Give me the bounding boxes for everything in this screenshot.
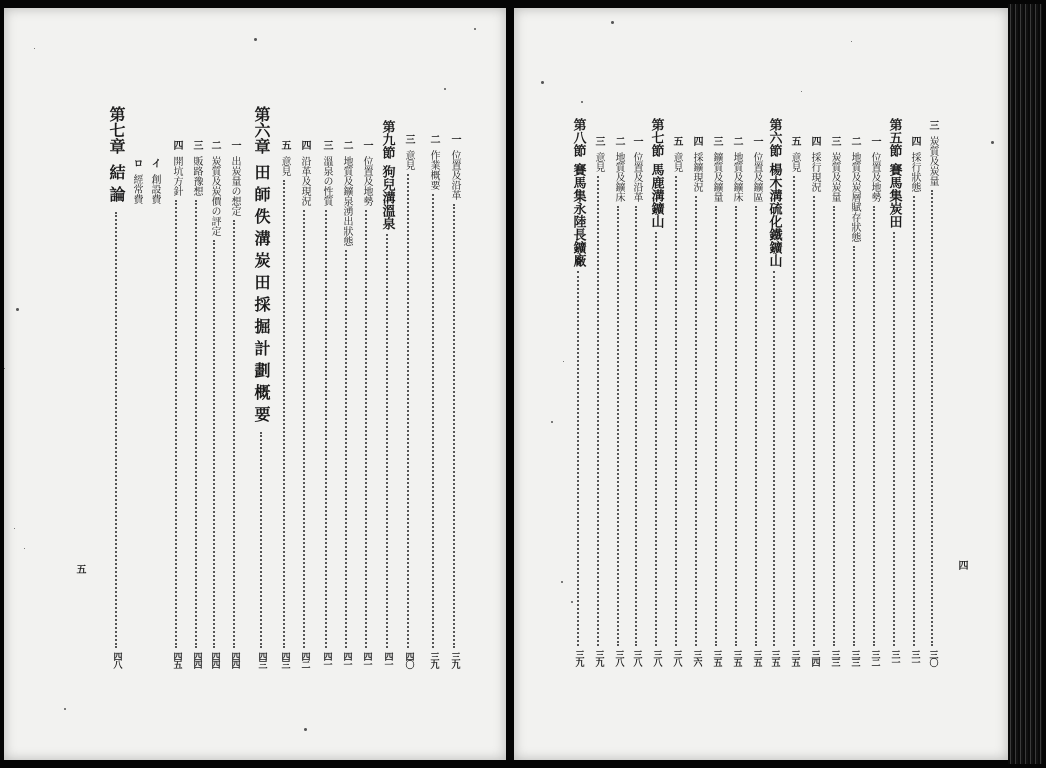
- toc-entry-title: 作業概要: [428, 150, 439, 190]
- toc-entry: [399, 134, 417, 668]
- toc-entry-page: 三〇: [927, 650, 938, 666]
- toc-entry-number: 五: [671, 136, 682, 146]
- toc-entry-title: 炭質及炭價の評定: [209, 156, 220, 236]
- toc-entry-title: 賽馬集永陸長鑛廠: [570, 163, 586, 267]
- toc-entry-page: 四一: [321, 652, 332, 668]
- right-page-folio: 四: [956, 560, 967, 570]
- leader-dots: [833, 206, 835, 646]
- toc-entry-title: 意見: [403, 150, 414, 170]
- scan-speck: [444, 88, 446, 90]
- scan-speck: [304, 728, 307, 731]
- toc-entry: [667, 136, 685, 666]
- scan-speck: [254, 38, 257, 41]
- toc-entry-page: 三九: [573, 650, 584, 666]
- toc-entry: [127, 158, 145, 244]
- toc-entry-page: 三九: [593, 650, 604, 666]
- toc-entry: [905, 136, 923, 666]
- leader-dots: [195, 200, 197, 648]
- scan-speck: [851, 41, 852, 42]
- toc-entry-number: 一: [361, 140, 372, 150]
- toc-entry: [589, 136, 607, 666]
- scan-speck: [611, 21, 614, 24]
- toc-entry: [378, 120, 396, 668]
- leader-dots: [386, 234, 388, 648]
- toc-entry-title: 經常費: [131, 174, 142, 204]
- toc-entry-title: 採行狀態: [909, 152, 920, 192]
- toc-entry: [609, 136, 627, 666]
- leader-dots: [913, 196, 915, 646]
- toc-entry-page: 三五: [751, 650, 762, 666]
- scan-speck: [991, 141, 994, 144]
- toc-entry-page: 三八: [631, 650, 642, 666]
- toc-entry: [627, 136, 645, 666]
- toc-entry-number: 第九節: [379, 120, 395, 159]
- toc-entry-number: 一: [631, 136, 642, 146]
- leader-dots: [432, 194, 434, 648]
- toc-entry-number: 五: [789, 136, 800, 146]
- toc-entry-title: 位置及沿革: [449, 150, 460, 200]
- scan-speck: [16, 308, 19, 311]
- toc-entry: [825, 136, 843, 666]
- toc-entry-page: 三三: [849, 650, 860, 666]
- leader-dots: [325, 210, 327, 648]
- toc-entry-title: 位置及地勢: [361, 156, 372, 206]
- toc-entry: [317, 140, 335, 668]
- toc-entry-title: 地質及炭層賦存狀態: [849, 152, 860, 242]
- toc-entry-title: 意見: [789, 152, 800, 172]
- toc-entry-number: 二: [428, 134, 439, 144]
- toc-entry: [337, 140, 355, 668]
- toc-entry-number: 第七節: [648, 118, 664, 157]
- toc-entry-page: 三五: [711, 650, 722, 666]
- toc-entry-title: 賽馬集炭田: [886, 163, 902, 228]
- toc-entry-page: 三五: [789, 650, 800, 666]
- scan-speck: [64, 708, 66, 710]
- toc-entry-number: 四: [691, 136, 702, 146]
- toc-entry-page: 三一: [909, 650, 920, 666]
- leader-dots: [755, 206, 757, 646]
- toc-entry-number: 二: [613, 136, 624, 146]
- toc-entry-page: 三一: [889, 650, 900, 666]
- toc-entry-title: 位置及鑛區: [751, 152, 762, 202]
- toc-entry-page: 三二: [869, 650, 880, 666]
- leader-dots: [793, 176, 795, 646]
- toc-entry: [923, 120, 941, 666]
- leader-dots: [617, 206, 619, 646]
- toc-entry-title: 炭質及炭量: [829, 152, 840, 202]
- toc-entry-title: 馬鹿溝鑛山: [648, 163, 664, 228]
- leader-dots: [577, 271, 579, 646]
- toc-entry-page: 四四: [229, 652, 240, 668]
- toc-entry-title: 沿革及現況: [299, 156, 310, 206]
- toc-entry-page: 三八: [613, 650, 624, 666]
- toc-entry-page: 四一: [361, 652, 372, 668]
- leader-dots: [175, 200, 177, 648]
- toc-entry-number: 三: [927, 120, 938, 130]
- toc-entry-title: 溫泉の性質: [321, 156, 332, 206]
- leader-dots: [407, 174, 409, 648]
- scan-speck: [4, 368, 5, 369]
- toc-entry: [252, 106, 270, 668]
- toc-entry-number: イ: [149, 158, 160, 168]
- toc-entry-number: 四: [809, 136, 820, 146]
- toc-entry-number: 三: [321, 140, 332, 150]
- toc-entry-title: 地質及鑛泉湧出狀態: [341, 156, 352, 246]
- toc-entry: [687, 136, 705, 666]
- toc-entry-title: 意見: [671, 152, 682, 172]
- toc-entry-page: 四三: [256, 652, 267, 668]
- toc-entry-page: 四八: [111, 652, 122, 668]
- toc-entry-number: 四: [171, 140, 182, 150]
- scan-speck: [571, 601, 573, 603]
- leader-dots: [213, 240, 215, 648]
- toc-entry-number: 三: [403, 134, 414, 144]
- toc-entry-number: 第六節: [766, 118, 782, 157]
- toc-entry-page: 三九: [449, 652, 460, 668]
- toc-entry-title: 出炭量の想定: [229, 156, 240, 216]
- toc-entry-page: 三五: [731, 650, 742, 666]
- scan-speck: [34, 48, 35, 49]
- toc-entry: [747, 136, 765, 666]
- toc-entry: [295, 140, 313, 668]
- toc-entry-title: 創設費: [149, 174, 160, 204]
- toc-entry: [167, 140, 185, 668]
- toc-entry-title: 地質及鑛床: [613, 152, 624, 202]
- toc-entry-number: 二: [849, 136, 860, 146]
- leader-dots: [303, 210, 305, 648]
- leader-dots: [893, 232, 895, 646]
- left-page: [4, 8, 506, 760]
- toc-entry-number: 第六章: [252, 106, 271, 154]
- leader-dots: [345, 250, 347, 648]
- toc-entry-number: 第七章: [107, 106, 126, 154]
- toc-entry-page: 三六: [691, 650, 702, 666]
- toc-entry: [445, 134, 463, 668]
- toc-entry-number: 二: [209, 140, 220, 150]
- toc-entry: [357, 140, 375, 668]
- leader-dots: [715, 206, 717, 646]
- toc-entry: [805, 136, 823, 666]
- toc-entry: [187, 140, 205, 668]
- left-page-folio: 五: [74, 564, 85, 574]
- toc-entry: [785, 136, 803, 666]
- leader-dots: [115, 212, 117, 648]
- toc-entry-page: 四四: [191, 652, 202, 668]
- toc-entry-number: 一: [229, 140, 240, 150]
- toc-entry-page: 四一: [341, 652, 352, 668]
- leader-dots: [675, 176, 677, 646]
- leader-dots: [853, 246, 855, 646]
- toc-entry: [865, 136, 883, 666]
- toc-entry-title: 田師佚溝炭田採掘計劃概要: [252, 164, 271, 428]
- toc-entry-number: 一: [751, 136, 762, 146]
- leader-dots: [260, 432, 262, 648]
- toc-entry: [885, 118, 903, 666]
- scan-speck: [801, 91, 802, 92]
- toc-entry-page: 三四: [809, 650, 820, 666]
- toc-entry-number: 一: [869, 136, 880, 146]
- leader-dots: [873, 206, 875, 646]
- toc-entry: [845, 136, 863, 666]
- leader-dots: [597, 176, 599, 646]
- toc-entry-title: 鑛質及鑛量: [711, 152, 722, 202]
- toc-entry-number: 三: [593, 136, 604, 146]
- leader-dots: [453, 204, 455, 648]
- toc-entry: [569, 118, 587, 666]
- toc-entry-number: 第五節: [886, 118, 902, 157]
- toc-entry-page: 三八: [651, 650, 662, 666]
- toc-entry: [145, 158, 163, 244]
- toc-entry-number: 四: [909, 136, 920, 146]
- toc-entry: [707, 136, 725, 666]
- toc-entry-title: 楊木溝硫化鐵鑛山: [766, 163, 782, 267]
- toc-entry-number: 四: [299, 140, 310, 150]
- toc-entry-number: 二: [341, 140, 352, 150]
- toc-entry-title: 位置及沿革: [631, 152, 642, 202]
- leader-dots: [283, 180, 285, 648]
- scan-speck: [551, 421, 553, 423]
- toc-entry-page: 四四: [209, 652, 220, 668]
- toc-entry-title: 地質及鑛床: [731, 152, 742, 202]
- toc-entry-number: 三: [829, 136, 840, 146]
- toc-entry-title: 意見: [279, 156, 290, 176]
- right-page: [514, 8, 1008, 760]
- toc-entry-title: 採行現況: [809, 152, 820, 192]
- toc-entry-number: 五: [279, 140, 290, 150]
- toc-entry-page: 三九: [428, 652, 439, 668]
- toc-entry-title: 狗兒溝溫泉: [379, 165, 395, 230]
- toc-entry-title: 採鑛現況: [691, 152, 702, 192]
- toc-entry-page: 三五: [769, 650, 780, 666]
- toc-entry-page: 三三: [829, 650, 840, 666]
- leader-dots: [931, 190, 933, 646]
- toc-entry-title: 開坑方針: [171, 156, 182, 196]
- toc-entry-number: 第八節: [570, 118, 586, 157]
- toc-entry-number: 二: [731, 136, 742, 146]
- leader-dots: [233, 220, 235, 648]
- toc-entry-number: 一: [449, 134, 460, 144]
- toc-entry: [647, 118, 665, 666]
- scan-speck: [541, 81, 544, 84]
- leader-dots: [813, 196, 815, 646]
- leader-dots: [365, 210, 367, 648]
- scan-speck: [474, 28, 476, 30]
- book-edge: [1008, 4, 1042, 764]
- toc-entry-page: 四〇: [403, 652, 414, 668]
- leader-dots: [635, 206, 637, 646]
- leader-dots: [773, 271, 775, 646]
- toc-entry: [107, 106, 125, 668]
- scan-speck: [14, 528, 15, 529]
- toc-entry: [424, 134, 442, 668]
- toc-entry-page: 三八: [671, 650, 682, 666]
- leader-dots: [735, 206, 737, 646]
- toc-entry: [765, 118, 783, 666]
- toc-entry-page: 四二: [299, 652, 310, 668]
- scan-speck: [563, 361, 564, 362]
- toc-entry-title: 結論: [107, 164, 126, 208]
- toc-entry-page: 四五: [171, 652, 182, 668]
- toc-entry-page: 四一: [382, 652, 393, 668]
- toc-entry-page: 四三: [279, 652, 290, 668]
- toc-entry-title: 販路豫想: [191, 156, 202, 196]
- toc-entry: [275, 140, 293, 668]
- leader-dots: [655, 232, 657, 646]
- scan-speck: [24, 548, 25, 549]
- toc-entry: [727, 136, 745, 666]
- toc-entry-title: 位置及地勢: [869, 152, 880, 202]
- scan-speck: [561, 581, 563, 583]
- toc-entry-number: 三: [711, 136, 722, 146]
- toc-entry: [205, 140, 223, 668]
- toc-entry-title: 炭質及炭量: [927, 136, 938, 186]
- toc-entry: [225, 140, 243, 668]
- toc-entry-number: ロ: [131, 158, 142, 168]
- leader-dots: [695, 196, 697, 646]
- scan-speck: [581, 101, 583, 103]
- toc-entry-title: 意見: [593, 152, 604, 172]
- toc-entry-number: 三: [191, 140, 202, 150]
